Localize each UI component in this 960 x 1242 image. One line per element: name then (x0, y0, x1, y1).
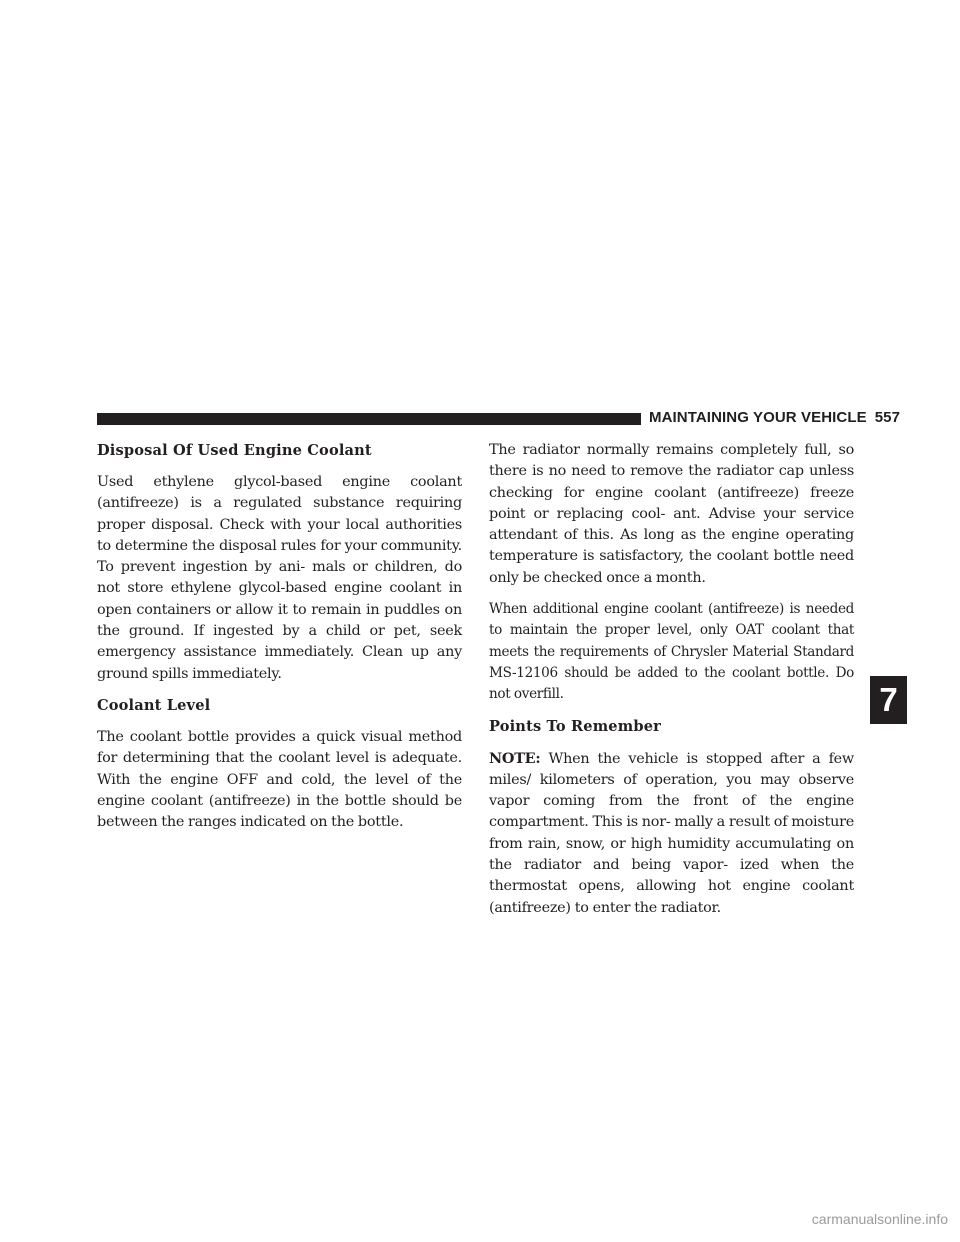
radiator-paragraph: The radiator normally remains completely full, so there is no need to remove the radiator cap unless checking for engine coolant (antifreeze) freeze point or replacing cool- ant. Advise your service attendant of this. As long as the engine operating temperature is satisfactory, the coolant bottle need only be checked once a month. (489, 442, 854, 586)
coolant-level-paragraph: The coolant bottle provides a quick visual method for determining that the coolant level is adequate. With the engine OFF and cold, the level of the engine coolant (antifreeze) in the bottle should be between the ranges indicated on the bottle. (97, 728, 462, 831)
coolant-level-heading: Coolant Level (97, 696, 211, 714)
left-column (97, 440, 462, 843)
note-text: When the vehicle is stopped after a few miles/ kilometers of operation, you may observe vapor coming from the front of the engine compartment. This is nor- mally a result of moisture from rain, snow, or high humidity accumulating on the radiator and being vapor- ized when the thermostat opens, allowing hot engine coolant (antifreeze) to enter the radiator. (489, 750, 854, 916)
page-number: 557 (874, 409, 901, 426)
points-heading: Points To Remember (489, 717, 661, 735)
watermark: carmanualsonline.info (811, 1211, 948, 1227)
disposal-heading: Disposal Of Used Engine Coolant (97, 442, 372, 459)
note-paragraph (489, 748, 854, 919)
chapter-tab: 7 (870, 676, 907, 724)
header-rule (97, 413, 641, 425)
note-label: NOTE: (489, 749, 541, 767)
right-column (489, 440, 854, 929)
section-title: MAINTAINING YOUR VEHICLE (649, 409, 867, 426)
disposal-paragraph: Used ethylene glycol-based engine coolant (antifreeze) is a regulated substance requiring proper disposal. Check with your local authorities to determine the disposal rules for your community. To prevent ingestion by ani- mals or children, do not store ethylene glycol-based engine coolant in open containers or allow it to remain in puddles on the ground. If ingested by a child or pet, seek emergency assistance immediately. Clean up any ground spills immediately. (97, 474, 462, 682)
additional-coolant-paragraph: When additional engine coolant (antifreeze) is needed to maintain the proper level, only OAT coolant that meets the requirements of Chrysler Material Standard MS-12106 should be added to the coolant bottle. Do not overfill. (489, 601, 854, 703)
running-header (649, 408, 900, 428)
